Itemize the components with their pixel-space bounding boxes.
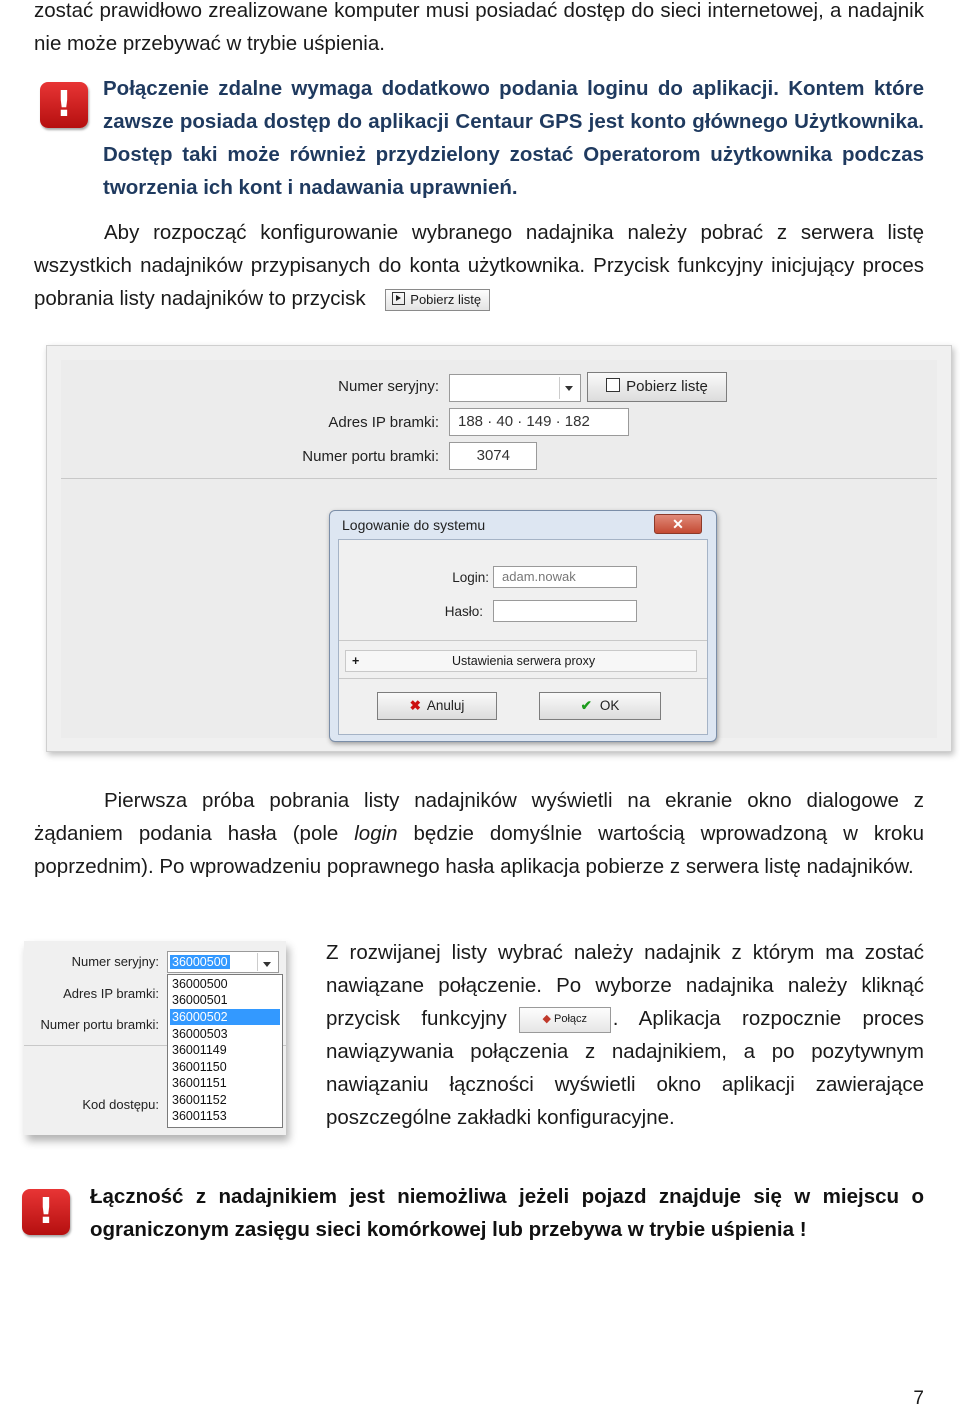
- ip-octet-3: 149: [526, 413, 552, 430]
- warning-login-note: Połączenie zdalne wymaga dodatkowo podania loginu do aplikacji. Kontem które zawsze posiada dostęp do aplikacji Centaur GPS jest konto głównego Użytkownika. Dostęp taki może również przydzielony zostać Operatorom użytkownika podczas tworzenia ich kont i nadawania uprawnień.: [103, 77, 924, 199]
- page-number: 7: [913, 1388, 924, 1409]
- check-icon: ✔: [580, 698, 592, 713]
- dialog-body: [338, 539, 708, 735]
- ip-octet-1: 188: [458, 413, 484, 430]
- list-item[interactable]: 36000502: [170, 1009, 280, 1025]
- chevron-down-icon[interactable]: [257, 953, 276, 971]
- play-icon: [392, 292, 405, 305]
- fetch-list-button[interactable]: [587, 372, 727, 402]
- serial-combo[interactable]: [449, 374, 581, 402]
- list-item[interactable]: 36000500: [172, 977, 228, 991]
- warning-icon: !: [40, 82, 88, 128]
- cancel-icon: ✖: [409, 698, 421, 713]
- proxy-settings-row[interactable]: [345, 650, 697, 672]
- fetch-list-inline-label: Pobierz listę: [410, 291, 482, 307]
- ip-label: Adres IP bramki:: [63, 986, 159, 1001]
- list-item[interactable]: 36000503: [172, 1027, 228, 1041]
- password-label: Hasło:: [444, 604, 483, 619]
- serial-combo[interactable]: [167, 951, 279, 973]
- paragraph-select-device: [326, 936, 924, 1134]
- paragraph-select-device-a: Z rozwijanej listy wybrać należy nadajnik z którym ma zostać nawiązane połączenie. Po wyborze nadajnika należy kliknąć przycisk funkcyjny: [326, 941, 924, 1030]
- ok-label: OK: [599, 698, 620, 713]
- access-code-label: Kod dostępu:: [82, 1097, 159, 1112]
- serial-label: Numer seryjny:: [338, 378, 439, 395]
- paragraph-first-attempt-a: Pierwsza próba pobrania listy nadajników wyświetli na ekranie okno dialogowe z żądaniem podania hasła (pole: [34, 789, 924, 845]
- paragraph-fetch-list: [34, 216, 924, 315]
- paragraph-intro: zostać prawidłowo zrealizowane komputer musi posiadać dostęp do sieci internetowej, a nadajnik nie może przebywać w trybie uśpienia.: [34, 0, 924, 55]
- connect-inline-button: [519, 1007, 611, 1033]
- port-label: Numer portu bramki:: [40, 1017, 159, 1032]
- ip-octet-4: 182: [564, 413, 590, 430]
- warning-connection-note: Łączność z nadajnikiem jest niemożliwa jeżeli pojazd znajduje się w miejscu o ograniczonym zasięgu sieci komórkowej lub przebywa w trybie uśpienia !: [90, 1185, 924, 1241]
- cancel-label: Anuluj: [426, 698, 465, 713]
- paragraph-fetch-list-text: Aby rozpocząć konfigurowanie wybranego nadajnika należy pobrać z serwera listę wszystkich nadajników przypisanych do konta użytkownika. Przycisk funkcyjny inicjujący proces pobrania listy nadajników to przycisk: [34, 221, 924, 310]
- chevron-down-icon[interactable]: [559, 377, 578, 399]
- paragraph-select-device-b: . Aplikacja rozpocznie proces nawiązywania połączenia z nadajnikiem, a po pozytywnym nawiązaniu łączności wyświetli okno aplikacji zawierające poszczególne zakładki konfiguracyjne.: [326, 1007, 924, 1129]
- divider: [339, 640, 707, 641]
- list-item[interactable]: 36001152: [172, 1093, 227, 1107]
- port-spinner[interactable]: 3074: [449, 442, 537, 470]
- paragraph-first-attempt-b: będzie domyślnie wartością wprowadzoną w kroku poprzednim). Po wprowadzeniu poprawnego hasła aplikacja pobierze z serwera listę nadajników.: [34, 822, 924, 878]
- ip-field[interactable]: 188 · 40 · 149 · 182: [449, 408, 629, 436]
- warning-icon: !: [22, 1189, 70, 1235]
- login-dialog: [329, 510, 717, 742]
- serial-dropdown-list[interactable]: [167, 974, 283, 1128]
- login-field[interactable]: adam.nowak: [493, 566, 637, 588]
- play-icon: [606, 378, 620, 392]
- ip-label: Adres IP bramki:: [328, 414, 439, 431]
- list-item[interactable]: 36001149: [172, 1043, 227, 1057]
- connect-inline-label: Połącz: [554, 1012, 588, 1025]
- ip-octet-2: 40: [496, 413, 514, 430]
- close-icon[interactable]: ✕: [654, 514, 702, 534]
- list-item[interactable]: 36001150: [172, 1060, 227, 1074]
- fetch-list-inline-button: [385, 289, 490, 311]
- cancel-button[interactable]: [377, 692, 497, 720]
- ok-button[interactable]: [539, 692, 661, 720]
- list-item[interactable]: 36001153: [172, 1109, 227, 1123]
- list-item[interactable]: 36001151: [172, 1076, 227, 1090]
- divider: [61, 478, 937, 479]
- password-field[interactable]: [493, 600, 637, 622]
- fetch-list-label: Pobierz listę: [626, 378, 708, 395]
- settings-panel: [61, 360, 937, 738]
- selected-serial: 36000500: [172, 955, 228, 969]
- expand-icon: +: [352, 654, 360, 668]
- port-label: Numer portu bramki:: [302, 448, 439, 465]
- connect-icon: ◆: [542, 1012, 552, 1025]
- proxy-settings-label: Ustawienia serwera proxy: [452, 654, 596, 668]
- divider: [339, 678, 707, 679]
- list-item[interactable]: 36000501: [172, 993, 228, 1007]
- serial-label: Numer seryjny:: [71, 954, 159, 969]
- paragraph-first-attempt: [34, 784, 924, 883]
- device-list-screenshot: [24, 941, 286, 1135]
- dialog-title: Logowanie do systemu: [342, 517, 486, 533]
- login-label: Login:: [452, 570, 489, 585]
- login-term: login: [354, 822, 398, 845]
- settings-screenshot: [46, 345, 952, 752]
